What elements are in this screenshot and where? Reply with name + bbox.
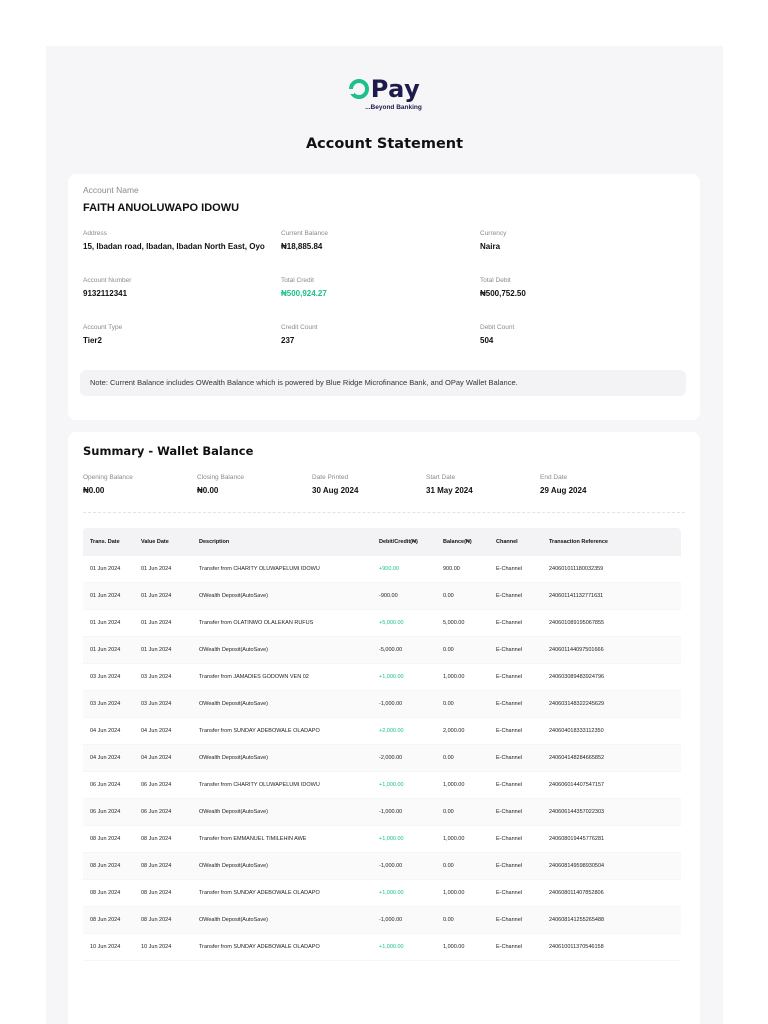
cell-value-date: 08 Jun 2024: [141, 890, 172, 896]
cell-balance: 0.00: [443, 647, 454, 653]
start-date-value: 31 May 2024: [426, 486, 473, 495]
cell-balance: 0.00: [443, 755, 454, 761]
table-row: [83, 745, 681, 772]
cell-channel: E-Channel: [496, 809, 522, 815]
cell-transaction-reference: 240603148322245629: [549, 701, 605, 707]
cell-amount: -5,000.00: [379, 647, 403, 653]
cell-amount: +1,000.00: [379, 944, 404, 950]
header-channel: Channel: [496, 539, 518, 545]
cell-channel: E-Channel: [496, 647, 522, 653]
cell-transaction-reference: 240604148284665852: [549, 755, 605, 761]
cell-transaction-reference: 240601144097501666: [549, 647, 604, 653]
cell-trans-date: 06 Jun 2024: [90, 782, 121, 788]
header-value-date: Value Date: [141, 539, 169, 545]
cell-balance: 1,000.00: [443, 836, 465, 842]
cell-channel: E-Channel: [496, 593, 522, 599]
header-transaction-reference: Transaction Reference: [549, 539, 608, 545]
cell-trans-date: 08 Jun 2024: [90, 890, 121, 896]
closing-balance-value: ₦0.00: [197, 486, 219, 495]
cell-description: OWealth Deposit(AutoSave): [199, 863, 268, 869]
cell-trans-date: 08 Jun 2024: [90, 863, 121, 869]
cell-transaction-reference: 240601141132771631: [549, 593, 604, 599]
cell-value-date: 08 Jun 2024: [141, 917, 172, 923]
cell-value-date: 10 Jun 2024: [141, 944, 172, 950]
account-type-value: Tier2: [83, 336, 102, 345]
table-row: [83, 556, 681, 583]
cell-trans-date: 08 Jun 2024: [90, 836, 121, 842]
cell-value-date: 01 Jun 2024: [141, 566, 172, 572]
currency-value: Naira: [480, 242, 501, 251]
logo-wordmark: Pay: [370, 75, 421, 103]
cell-value-date: 01 Jun 2024: [141, 647, 172, 653]
account-number-label: Account Number: [83, 277, 132, 284]
total-credit-value: ₦500,924.27: [281, 289, 327, 298]
table-header: [83, 528, 681, 556]
cell-channel: E-Channel: [496, 728, 522, 734]
cell-value-date: 04 Jun 2024: [141, 755, 172, 761]
cell-transaction-reference: 240608011407852806: [549, 890, 604, 896]
cell-balance: 1,000.00: [443, 782, 465, 788]
cell-transaction-reference: 240608149598930504: [549, 863, 605, 869]
total-debit-label: Total Debit: [480, 277, 511, 284]
cell-transaction-reference: 240608141255265488: [549, 917, 605, 923]
cell-description: Transfer from EMMANUEL TIMILEHIN AWE: [199, 836, 307, 842]
cell-balance: 2,000.00: [443, 728, 465, 734]
cell-description: Transfer from JAMADIES GODOWN VEN 02: [199, 674, 309, 680]
date-printed-value: 30 Aug 2024: [312, 486, 359, 495]
cell-amount: -1,000.00: [379, 809, 403, 815]
header-trans-date: Trans. Date: [90, 539, 120, 545]
opening-balance-value: ₦0.00: [83, 486, 105, 495]
table-row: [83, 772, 681, 799]
cell-transaction-reference: 240608019445776281: [549, 836, 605, 842]
cell-channel: E-Channel: [496, 890, 522, 896]
total-credit-label: Total Credit: [281, 277, 314, 284]
header-balance: Balance(₦): [443, 539, 472, 545]
end-date-value: 29 Aug 2024: [540, 486, 587, 495]
closing-balance-label: Closing Balance: [197, 474, 244, 481]
date-printed-field: [312, 474, 358, 495]
table-row: [83, 610, 681, 637]
address-value: 15, Ibadan road, Ibadan, Ibadan North East, Oyo: [83, 242, 265, 251]
cell-amount: +1,000.00: [379, 890, 404, 896]
currency-field: [480, 230, 506, 251]
cell-trans-date: 10 Jun 2024: [90, 944, 121, 950]
date-printed-label: Date Printed: [312, 474, 349, 481]
account-type-field: [83, 324, 122, 345]
opay-logo: [46, 76, 723, 111]
table-row: [83, 934, 681, 961]
cell-transaction-reference: 240606144357022303: [549, 809, 605, 815]
cell-transaction-reference: 240601089195067855: [549, 620, 605, 626]
summary-title: Summary - Wallet Balance: [83, 444, 254, 458]
cell-channel: E-Channel: [496, 620, 522, 626]
cell-channel: E-Channel: [496, 755, 522, 761]
cell-balance: 1,000.00: [443, 944, 465, 950]
cell-channel: E-Channel: [496, 917, 522, 923]
cell-balance: 0.00: [443, 863, 454, 869]
cell-amount: +1,000.00: [379, 836, 404, 842]
page-title: Account Statement: [305, 136, 464, 152]
cell-channel: E-Channel: [496, 944, 522, 950]
account-name-label: Account Name: [83, 185, 139, 195]
cell-value-date: 06 Jun 2024: [141, 782, 172, 788]
cell-channel: E-Channel: [496, 566, 522, 572]
cell-balance: 900.00: [443, 566, 460, 572]
cell-amount: -1,000.00: [379, 863, 403, 869]
cell-trans-date: 01 Jun 2024: [90, 593, 121, 599]
cell-trans-date: 03 Jun 2024: [90, 674, 121, 680]
cell-description: OWealth Deposit(AutoSave): [199, 917, 268, 923]
cell-description: Transfer from OLATINWO OLALEKAN RUFUS: [199, 620, 314, 626]
address-label: Address: [83, 230, 107, 237]
cell-trans-date: 03 Jun 2024: [90, 701, 121, 707]
cell-balance: 0.00: [443, 917, 454, 923]
credit-count-field: [281, 324, 318, 345]
cell-transaction-reference: 240610011370546158: [549, 944, 604, 950]
summary-divider: [83, 512, 685, 513]
cell-amount: -2,000.00: [379, 755, 403, 761]
cell-balance: 0.00: [443, 701, 454, 707]
cell-channel: E-Channel: [496, 836, 522, 842]
cell-value-date: 08 Jun 2024: [141, 863, 172, 869]
cell-transaction-reference: 240601011180032359: [549, 566, 604, 572]
cell-description: OWealth Deposit(AutoSave): [199, 809, 268, 815]
cell-amount: +900.00: [379, 566, 400, 572]
table-row: [83, 664, 681, 691]
cell-value-date: 01 Jun 2024: [141, 620, 172, 626]
transactions-table: [83, 528, 681, 961]
cell-balance: 1,000.00: [443, 674, 465, 680]
end-date-label: End Date: [540, 474, 568, 481]
cell-trans-date: 04 Jun 2024: [90, 755, 121, 761]
account-number-field: [83, 277, 131, 298]
total-credit-field: [281, 277, 327, 298]
cell-amount: +5,000.00: [379, 620, 404, 626]
balance-note: Note: Current Balance includes OWealth Balance which is powered by Blue Ridge Microfinance Bank, and OPay Wallet Balance.: [80, 370, 686, 396]
table-row: [83, 826, 681, 853]
cell-channel: E-Channel: [496, 701, 522, 707]
start-date-field: [426, 474, 473, 495]
cell-trans-date: 01 Jun 2024: [90, 620, 121, 626]
cell-balance: 5,000.00: [443, 620, 465, 626]
account-number-value: 9132112341: [83, 289, 128, 298]
table-row: [83, 691, 681, 718]
debit-count-label: Debit Count: [480, 324, 515, 331]
account-name: FAITH ANUOLUWAPO IDOWU: [83, 202, 240, 214]
cell-description: Transfer from CHARITY OLUWAPELUMI IDOWU: [199, 566, 320, 572]
debit-count-field: [480, 324, 514, 345]
logo-tagline: ...Beyond Banking: [365, 104, 422, 111]
cell-balance: 1,000.00: [443, 890, 465, 896]
opening-balance-label: Opening Balance: [83, 474, 133, 481]
cell-transaction-reference: 240606014407547157: [549, 782, 605, 788]
cell-transaction-reference: 240603089483924796: [549, 674, 605, 680]
table-body: [83, 556, 681, 961]
closing-balance-field: [197, 474, 244, 495]
cell-description: Transfer from SUNDAY ADEBOWALE OLADAPO: [199, 944, 320, 950]
cell-transaction-reference: 240604018333112350: [549, 728, 604, 734]
total-debit-value: ₦500,752.50: [480, 289, 526, 298]
current-balance-label: Current Balance: [281, 230, 328, 237]
opening-balance-field: [83, 474, 133, 495]
cell-channel: E-Channel: [496, 674, 522, 680]
cell-description: OWealth Deposit(AutoSave): [199, 701, 268, 707]
cell-description: OWealth Deposit(AutoSave): [199, 647, 268, 653]
summary-card: [68, 432, 700, 1024]
cell-value-date: 03 Jun 2024: [141, 674, 172, 680]
debit-count-value: 504: [480, 336, 494, 345]
table-row: [83, 637, 681, 664]
cell-trans-date: 04 Jun 2024: [90, 728, 121, 734]
cell-channel: E-Channel: [496, 782, 522, 788]
currency-label: Currency: [480, 230, 507, 237]
cell-value-date: 03 Jun 2024: [141, 701, 172, 707]
cell-balance: 0.00: [443, 809, 454, 815]
header-description: Description: [199, 539, 230, 545]
cell-amount: +2,000.00: [379, 728, 404, 734]
cell-channel: E-Channel: [496, 863, 522, 869]
cell-trans-date: 01 Jun 2024: [90, 566, 121, 572]
credit-count-label: Credit Count: [281, 324, 318, 331]
cell-amount: +1,000.00: [379, 782, 404, 788]
cell-amount: -900.00: [379, 593, 398, 599]
table-row: [83, 799, 681, 826]
cell-value-date: 06 Jun 2024: [141, 809, 172, 815]
cell-description: OWealth Deposit(AutoSave): [199, 593, 268, 599]
cell-amount: -1,000.00: [379, 917, 403, 923]
header-debit-credit: Debit/Credit(₦): [379, 539, 418, 545]
start-date-label: Start Date: [426, 474, 456, 481]
statement-page: [46, 46, 723, 1024]
cell-description: Transfer from SUNDAY ADEBOWALE OLADAPO: [199, 728, 320, 734]
table-row: [83, 907, 681, 934]
cell-value-date: 01 Jun 2024: [141, 593, 172, 599]
total-debit-field: [480, 277, 526, 298]
opay-o-icon: [349, 79, 369, 99]
cell-value-date: 08 Jun 2024: [141, 836, 172, 842]
cell-amount: +1,000.00: [379, 674, 404, 680]
credit-count-value: 237: [281, 336, 295, 345]
cell-trans-date: 01 Jun 2024: [90, 647, 121, 653]
end-date-field: [540, 474, 586, 495]
table-row: [83, 853, 681, 880]
cell-trans-date: 08 Jun 2024: [90, 917, 121, 923]
table-row: [83, 880, 681, 907]
table-row: [83, 718, 681, 745]
cell-value-date: 04 Jun 2024: [141, 728, 172, 734]
cell-balance: 0.00: [443, 593, 454, 599]
cell-description: Transfer from SUNDAY ADEBOWALE OLADAPO: [199, 890, 320, 896]
current-balance-field: [281, 230, 328, 251]
account-type-label: Account Type: [83, 324, 123, 331]
address-field: [83, 230, 265, 251]
table-row: [83, 583, 681, 610]
cell-amount: -1,000.00: [379, 701, 403, 707]
account-details-card: [68, 174, 700, 420]
cell-description: OWealth Deposit(AutoSave): [199, 755, 268, 761]
current-balance-value: ₦18,885.84: [281, 242, 323, 251]
cell-description: Transfer from CHARITY OLUWAPELUMI IDOWU: [199, 782, 320, 788]
cell-trans-date: 06 Jun 2024: [90, 809, 121, 815]
